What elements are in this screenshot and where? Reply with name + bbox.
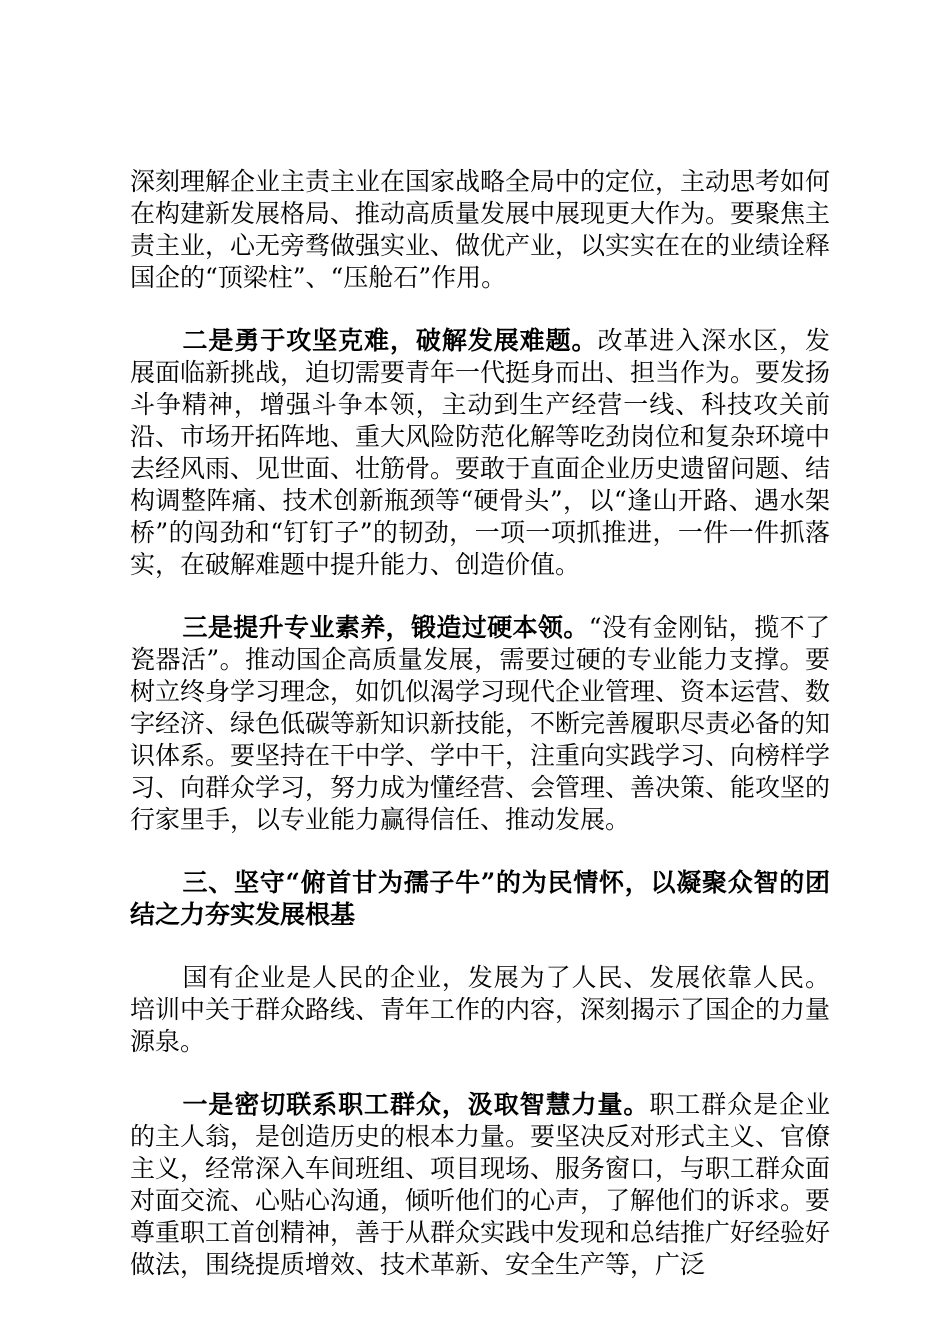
paragraph-text: 职工群众是企业的主人翁，是创造历史的根本力量。要坚决反对形式主义、官僚主义，经常深入车间班组、项目现场、服务窗口，与职工群众面对面交流、心贴心沟通，倾听他们的心声，了解他们的诉求。要尊重职工首创精神，善于从群众实践中发现和总结推广好经验好做法，围绕提质增效、技术革新、安全生产等，广泛 <box>130 1090 831 1279</box>
paragraph-text: “没有金刚钻，揽不了瓷器活”。推动国企高质量发展，需要过硬的专业能力支撑。要树立终身学习理念，如饥似渴学习现代企业管理、资本运营、数字经济、绿色低碳等新知识新技能，不断完善履职尽责必备的知识体系。要坚持在干中学、学中干，注重向实践学习、向榜样学习、向群众学习，努力成为懂经营、会管理、善决策、能攻坚的行家里手，以专业能力赢得信任、推动发展。 <box>130 613 831 834</box>
document-page <box>130 166 830 1312</box>
paragraph-lead: 三是提升专业素养，锻造过硬本领。 <box>182 613 589 642</box>
section-heading-three <box>130 867 830 931</box>
paragraph-point-two <box>130 325 830 581</box>
paragraph-lead: 一是密切联系职工群众，汲取智慧力量。 <box>182 1090 650 1119</box>
paragraph-text: 改革进入深水区，发展面临新挑战，迫切需要青年一代挺身而出、担当作为。要发扬斗争精神，增强斗争本领，主动到生产经营一线、科技攻关前沿、市场开拓阵地、重大风险防范化解等吃劲岗位和复杂环境中去经风雨、见世面、壮筋骨。要敢于直面企业历史遗留问题、结构调整阵痛、技术创新瓶颈等“硬骨头”，以“逢山开路、遇水架桥”的闯劲和“钉钉子”的韧劲，一项一项抓推进，一件一件抓落实，在破解难题中提升能力、创造价值。 <box>130 326 831 579</box>
paragraph-continuation <box>130 166 830 294</box>
paragraph-point-three <box>130 612 830 836</box>
paragraph-point-one <box>130 1089 830 1281</box>
paragraph-text: 深刻理解企业主责主业在国家战略全局中的定位，主动思考如何在构建新发展格局、推动高质量发展中展现更大作为。要聚焦主责主业，心无旁骛做强实业、做优产业，以实实在在的业绩诠释国企的“顶梁柱”、“压舱石”作用。 <box>130 167 831 292</box>
paragraph-section-intro <box>130 962 830 1058</box>
section-heading-text: 三、坚守“俯首甘为孺子牛”的为民情怀，以凝聚众智的团结之力夯实发展根基 <box>130 868 830 929</box>
paragraph-text: 国有企业是人民的企业，发展为了人民、发展依靠人民。培训中关于群众路线、青年工作的内容，深刻揭示了国企的力量源泉。 <box>130 963 831 1056</box>
paragraph-lead: 二是勇于攻坚克难，破解发展难题。 <box>182 326 598 355</box>
